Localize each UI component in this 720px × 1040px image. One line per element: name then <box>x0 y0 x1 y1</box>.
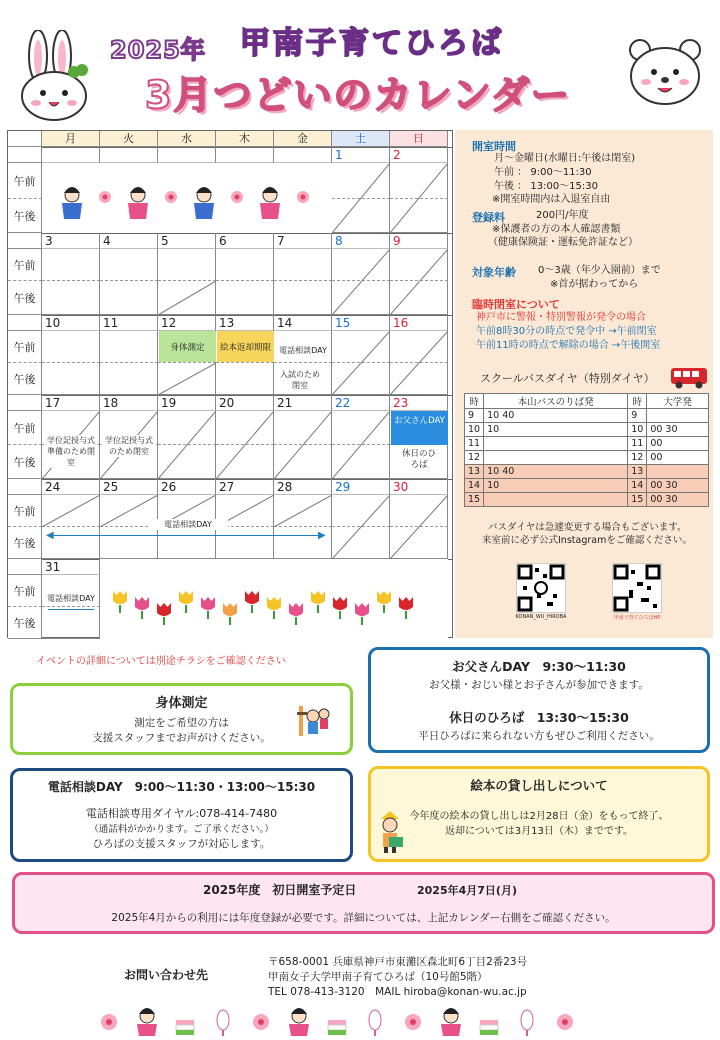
bus-row <box>465 465 709 479</box>
closed-slash <box>390 495 448 559</box>
pm-label: 午後 <box>8 527 42 559</box>
bus-cell: 10 40 <box>484 465 628 479</box>
contact-address: 〒658-0001 兵庫県神戸市東灘区森北町6丁目2番23号 <box>268 956 528 968</box>
event-phone-consult-week[interactable]: 電話相談DAY <box>148 519 228 530</box>
closed-slash <box>274 411 332 479</box>
box-body-measurement-line-1: 測定をご希望の方は <box>134 717 229 729</box>
am-label: 午前 <box>8 249 42 281</box>
bus-cell: 00 30 <box>647 423 709 437</box>
closed-slash <box>332 495 390 559</box>
reading-child-illustration-icon <box>375 809 405 855</box>
day-number: 6 <box>216 233 274 249</box>
bus-row <box>465 493 709 507</box>
box-picture-book-line-2: 返却については3月13日（木）までです。 <box>444 826 634 837</box>
bus-header-cell: 時 <box>628 394 647 409</box>
box-picture-book-line-1: 今年度の絵本の貸し出しは2月28日（金）をもって終了、 <box>409 811 669 822</box>
bus-header-cell: 大学発 <box>647 394 709 409</box>
day-number: 24 <box>42 479 100 495</box>
temp-closure-line-1: 神戸市に警報・特別警報が発令の場合 <box>476 312 646 323</box>
closed-slash <box>158 411 216 479</box>
bus-cell <box>647 465 709 479</box>
event-entrance-exam-closed: 入試のため閉室 <box>280 370 320 390</box>
fee-note-1: ※保護者の方の本人確認書類 <box>492 224 621 235</box>
day-number <box>100 147 158 163</box>
day-number: 16 <box>390 315 448 331</box>
hours-heading: 開室時間 <box>472 140 516 153</box>
bus-row <box>465 409 709 423</box>
day-number: 27 <box>216 479 274 495</box>
weekday-header: 木 <box>216 131 274 147</box>
closed-slash <box>274 495 332 527</box>
hours-line-4: ※開室時間内は入退室自由 <box>492 194 611 205</box>
day-number: 5 <box>158 233 216 249</box>
bus-header-cell: 時 <box>465 394 484 409</box>
box-father-day <box>368 647 710 753</box>
bus-cell: 13 <box>465 465 484 479</box>
instagram-qr-code[interactable] <box>516 563 566 613</box>
bus-cell: 11 <box>465 437 484 451</box>
rabbit-mascot-icon <box>14 30 94 122</box>
bus-cell: 00 <box>647 437 709 451</box>
bus-cell: 12 <box>465 451 484 465</box>
day-number: 3 <box>42 233 100 249</box>
bus-cell: 14 <box>465 479 484 493</box>
weekday-header: 日 <box>390 131 448 147</box>
day-number: 17 <box>42 395 100 411</box>
bus-heading: スクールバスダイヤ（特別ダイヤ） <box>480 372 655 385</box>
bus-row <box>465 423 709 437</box>
bus-header-cell: 本山バスのりば発 <box>484 394 628 409</box>
pm-label: 午後 <box>8 281 42 315</box>
blank-cell <box>8 479 42 495</box>
bus-note-1: バスダイヤは急遽変更する場合もございます。 <box>488 522 687 533</box>
event-degree-prep-closed: 学位記授与式準備のため閉室 <box>44 435 98 468</box>
fy2025-opening-title: 2025年度 初日開室予定日 <box>203 883 357 897</box>
day-pm-slot <box>216 363 274 395</box>
corner-cell <box>8 131 42 147</box>
bus-cell: 9 <box>465 409 484 423</box>
box-father-day-title: お父さんDAY 9:30～11:30 <box>452 659 626 674</box>
bus-cell: 10 <box>484 479 628 493</box>
bus-cell: 00 30 <box>647 479 709 493</box>
box-picture-book-title: 絵本の貸し出しについて <box>470 778 608 793</box>
day-number: 11 <box>100 315 158 331</box>
closed-slash <box>390 163 448 233</box>
day-number: 7 <box>274 233 332 249</box>
tulip-icons <box>100 579 440 629</box>
day-number: 14 <box>274 315 332 331</box>
event-detail-note: イベントの詳細については別途チラシをご確認ください <box>36 656 286 667</box>
event-degree-ceremony-closed: 学位記授与式のため閉室 <box>102 435 156 457</box>
day-pm-slot <box>42 281 100 315</box>
arrow-right-icon: ▶ <box>318 530 326 541</box>
contact-heading: お問い合わせ先 <box>124 968 209 982</box>
fy2025-opening-note: 2025年4月からの利用には年度登録が必要です。詳細については、上記カレンダー右側をご確認ください。 <box>111 912 616 924</box>
fee-heading: 登録料 <box>472 211 505 224</box>
box-picture-book <box>368 766 710 862</box>
header-year: 2025年 <box>110 36 206 64</box>
hours-line-3: 午後 ： 13:00～15:30 <box>494 181 598 192</box>
weekday-header: 土 <box>332 131 390 147</box>
bus-cell: 12 <box>628 451 647 465</box>
closed-slash <box>390 331 448 395</box>
day-number: 22 <box>332 395 390 411</box>
phone-consult-week-arrow <box>50 535 324 536</box>
box-phone-consult-line-3: ひろばの支援スタッフが対応します。 <box>92 838 271 850</box>
pm-label: 午後 <box>8 445 42 479</box>
day-number: 30 <box>390 479 448 495</box>
blank-cell <box>8 147 42 163</box>
day-pm-slot <box>158 527 216 559</box>
fee-value: 200円/年度 <box>536 210 589 221</box>
day-number <box>42 147 100 163</box>
bus-cell: 10 40 <box>484 409 628 423</box>
phone-consult-31-arrow <box>48 609 94 610</box>
day-pm-slot <box>42 607 100 639</box>
bus-note-2: 来室前に必ず公式Instagramをご確認ください。 <box>482 535 692 546</box>
bus-row <box>465 437 709 451</box>
day-am-slot <box>216 249 274 281</box>
day-number: 2 <box>390 147 448 163</box>
bus-cell: 15 <box>628 493 647 507</box>
bus-cell: 11 <box>628 437 647 451</box>
blank-cell <box>8 233 42 249</box>
pm-label: 午後 <box>8 607 42 639</box>
day-am-slot <box>274 249 332 281</box>
day-number: 9 <box>390 233 448 249</box>
day-number: 13 <box>216 315 274 331</box>
bus-cell: 10 <box>465 423 484 437</box>
day-number <box>158 147 216 163</box>
homepage-qr-label: 甲南子育てひろばHP <box>613 615 661 621</box>
instagram-qr-label: KONAN_WU_HIROBA <box>515 614 567 620</box>
bus-cell: 00 <box>647 451 709 465</box>
day-number: 23 <box>390 395 448 411</box>
day-pm-slot <box>100 363 158 395</box>
day-number <box>216 147 274 163</box>
day-number: 28 <box>274 479 332 495</box>
header-org-title: 甲南子育てひろば <box>240 26 504 61</box>
homepage-qr-code[interactable] <box>612 563 662 613</box>
fy2025-opening-date: 2025年4月7日(月) <box>417 884 517 897</box>
box-body-measurement-line-2: 支援スタッフまでお声がけください。 <box>92 732 271 744</box>
age-value: 0～3歳（年少入園前）まで <box>538 265 661 276</box>
bus-cell <box>484 437 628 451</box>
day-am-slot <box>100 331 158 363</box>
fee-note-2: （健康保険証・運転免許証など） <box>488 237 638 248</box>
calendar-grid <box>7 130 453 638</box>
blank-cell <box>8 315 42 331</box>
temp-closure-line-3: 午前11時の時点で解除の場合 →午後開室 <box>476 340 661 351</box>
bus-cell: 10 <box>484 423 628 437</box>
header-calendar-title: 3月つどいのカレンダー <box>145 73 571 117</box>
day-pm-slot <box>42 363 100 395</box>
weekday-header: 金 <box>274 131 332 147</box>
box-body-measurement-title: 身体測定 <box>155 696 208 711</box>
closed-slash <box>332 411 390 479</box>
day-am-slot <box>158 249 216 281</box>
hours-line-2: 午前 ： 9:00～11:30 <box>494 167 592 178</box>
am-label: 午前 <box>8 163 42 199</box>
box-holiday-title: 休日のひろば 13:30～15:30 <box>449 710 629 725</box>
weekday-header: 水 <box>158 131 216 147</box>
day-number: 20 <box>216 395 274 411</box>
box-phone-consult-line-1: 電話相談専用ダイヤル:078-414-7480 <box>85 807 278 820</box>
bus-cell: 9 <box>628 409 647 423</box>
age-heading: 対象年齢 <box>472 266 516 279</box>
bus-row <box>465 479 709 493</box>
am-label: 午前 <box>8 331 42 363</box>
day-pm-slot <box>216 281 274 315</box>
box-father-day-line: お父様・おじい様とお子さんが参加できます。 <box>429 679 649 691</box>
day-am-slot <box>42 331 100 363</box>
age-note: ※首が据わってから <box>550 279 639 290</box>
bus-cell <box>484 493 628 507</box>
bus-row <box>465 451 709 465</box>
bus-cell: 14 <box>628 479 647 493</box>
closed-slash <box>158 281 216 315</box>
hours-line-1: 月～金曜日(水曜日:午後は閉室) <box>494 153 636 164</box>
hina-doll-decoration-row <box>95 998 615 1038</box>
am-label: 午前 <box>8 411 42 445</box>
day-pm-slot <box>274 281 332 315</box>
am-label: 午前 <box>8 575 42 607</box>
day-number: 8 <box>332 233 390 249</box>
day-number: 31 <box>42 559 100 575</box>
day-number <box>274 147 332 163</box>
box-holiday-line: 平日ひろばに来られない方もぜひご利用ください。 <box>418 730 660 742</box>
contact-tel-mail[interactable]: TEL 078-413-3120 MAIL hiroba@konan-wu.ac.jp <box>268 986 527 998</box>
day-number: 12 <box>158 315 216 331</box>
closed-slash <box>390 249 448 315</box>
day-pm-slot <box>216 527 274 559</box>
blank-cell <box>8 559 42 575</box>
bus-cell: 10 <box>628 423 647 437</box>
day-number: 19 <box>158 395 216 411</box>
day-number: 18 <box>100 395 158 411</box>
day-number: 1 <box>332 147 390 163</box>
temp-closure-heading: 臨時閉室について <box>472 298 560 311</box>
height-measure-illustration-icon <box>295 704 331 738</box>
bus-cell: 15 <box>465 493 484 507</box>
event-phone-consult-14[interactable]: 電話相談DAY <box>279 346 327 355</box>
day-am-slot <box>100 249 158 281</box>
event-body-measurement[interactable]: 身体測定 <box>159 331 216 362</box>
hina-doll-icons <box>42 167 332 227</box>
day-number: 15 <box>332 315 390 331</box>
closed-slash <box>332 163 390 233</box>
closed-slash <box>332 331 390 395</box>
contact-name: 甲南女子大学甲南子育てひろば（10号館5階） <box>268 971 488 983</box>
event-book-return-deadline[interactable]: 絵本返却期限 <box>217 331 274 362</box>
event-holiday-hiroba[interactable]: 休日のひろば <box>401 449 436 470</box>
bus-cell <box>647 409 709 423</box>
closed-slash <box>158 363 216 395</box>
day-number: 10 <box>42 315 100 331</box>
temp-closure-line-2: 午前8時30分の時点で発令中 →午前閉室 <box>476 326 657 337</box>
weekday-header: 月 <box>42 131 100 147</box>
weekday-header: 火 <box>100 131 158 147</box>
bus-timetable <box>464 393 709 507</box>
closed-slash <box>332 249 390 315</box>
pm-label: 午後 <box>8 199 42 233</box>
arrow-left-icon: ◀ <box>46 530 54 541</box>
day-number: 4 <box>100 233 158 249</box>
day-number: 21 <box>274 395 332 411</box>
blank-cell <box>8 395 42 411</box>
pm-label: 午後 <box>8 363 42 395</box>
closed-slash <box>42 495 100 527</box>
day-am-slot <box>42 249 100 281</box>
box-phone-consult-line-2: （通話料がかかります。ご了承ください。） <box>89 824 274 835</box>
day-pm-slot <box>100 281 158 315</box>
bus-cell <box>484 451 628 465</box>
contact-block <box>268 955 527 1000</box>
box-phone-consult-title: 電話相談DAY 9:00～11:30・13:00～15:30 <box>47 780 316 794</box>
event-father-day[interactable]: お父さんDAY <box>391 411 448 445</box>
bear-mascot-icon <box>626 36 704 106</box>
bus-icon <box>670 366 708 390</box>
day-number: 25 <box>100 479 158 495</box>
bus-cell: 00 30 <box>647 493 709 507</box>
box-fy2025-opening <box>12 872 715 934</box>
am-label: 午前 <box>8 495 42 527</box>
bus-cell: 13 <box>628 465 647 479</box>
day-number: 29 <box>332 479 390 495</box>
day-pm-slot <box>100 527 158 559</box>
closed-slash <box>216 411 274 479</box>
day-number: 26 <box>158 479 216 495</box>
box-body-measurement <box>10 683 353 755</box>
event-phone-consult-31[interactable]: 電話相談DAY <box>44 593 98 604</box>
box-phone-consult <box>10 768 353 862</box>
